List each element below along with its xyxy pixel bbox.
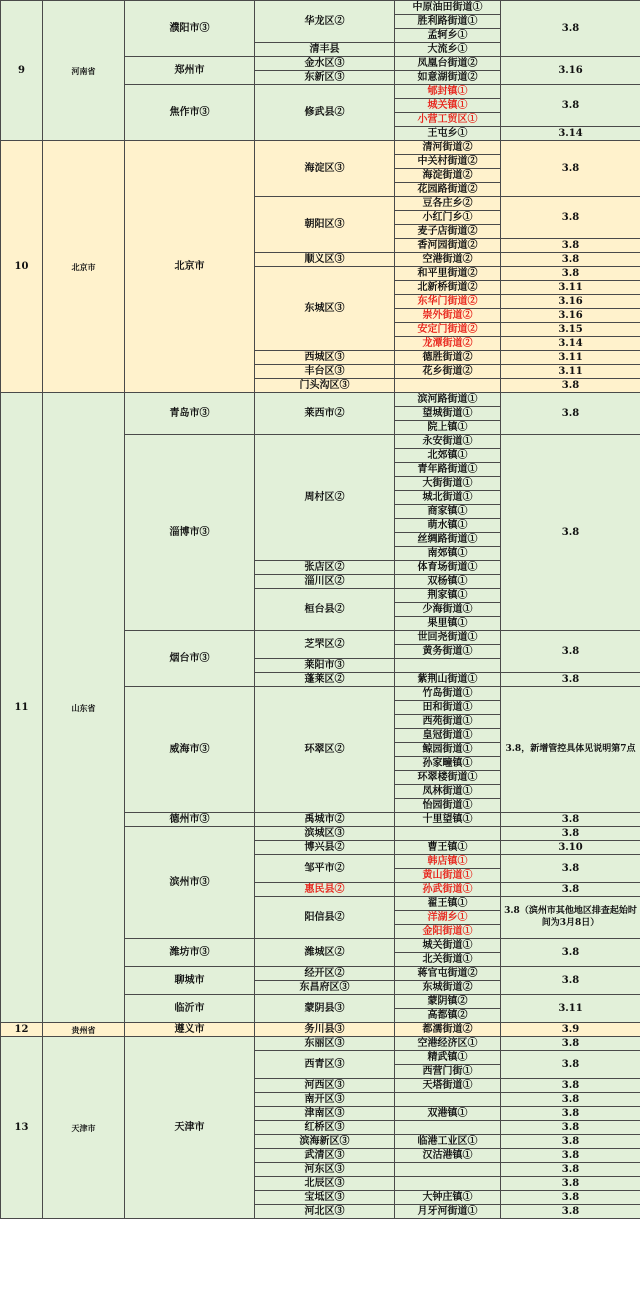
date-cell: 3.8 [501,1093,640,1107]
street-cell: 望城街道① [395,407,501,421]
street-cell: 韩店镇① [395,855,501,869]
date-cell: 3.16 [501,309,640,323]
date-cell: 3.8 [501,883,640,897]
date-cell: 3.8 [501,1107,640,1121]
street-cell: 大钟庄镇① [395,1191,501,1205]
street-cell: 城关街道① [395,939,501,953]
street-cell: 少海街道① [395,603,501,617]
street-cell: 北关街道① [395,953,501,967]
district-cell: 淄川区② [255,575,395,589]
street-cell: 丝绸路街道① [395,533,501,547]
street-cell: 十里望镇① [395,813,501,827]
province-name: 河南省 [43,1,125,141]
street-cell: 金阳街道① [395,925,501,939]
street-cell: 北新桥街道② [395,281,501,295]
date-cell: 3.11 [501,351,640,365]
street-cell: 德胜街道② [395,351,501,365]
date-cell: 3.8 [501,1037,640,1051]
district-cell: 门头沟区③ [255,379,395,393]
district-cell: 惠民县② [255,883,395,897]
province-name: 北京市 [43,141,125,393]
date-cell: 3.8 [501,1135,640,1149]
city-cell: 潍坊市③ [125,939,255,967]
district-cell: 莱阳市③ [255,659,395,673]
date-cell: 3.14 [501,127,640,141]
district-cell: 华龙区② [255,1,395,43]
street-cell: 体育场街道① [395,561,501,575]
district-cell: 张店区② [255,561,395,575]
street-cell: 郇封镇① [395,85,501,99]
date-cell: 3.8 [501,379,640,393]
street-cell: 果里镇① [395,617,501,631]
date-cell: 3.8 [501,1149,640,1163]
city-cell: 天津市 [125,1037,255,1219]
district-cell: 潍城区② [255,939,395,967]
street-cell: 田和街道① [395,701,501,715]
district-cell: 滨海新区③ [255,1135,395,1149]
street-cell: 世回尧街道① [395,631,501,645]
date-cell: 3.8 [501,855,640,883]
street-cell: 中原油田街道① [395,1,501,15]
district-cell: 津南区③ [255,1107,395,1121]
street-cell: 胜利路街道① [395,15,501,29]
date-cell: 3.11 [501,995,640,1023]
district-cell: 海淀区③ [255,141,395,197]
province-index: 10 [1,141,43,393]
district-cell: 蒙阴县③ [255,995,395,1023]
street-cell: 临港工业区① [395,1135,501,1149]
province-name: 贵州省 [43,1023,125,1037]
date-cell: 3.8 [501,939,640,967]
street-cell: 安定门街道② [395,323,501,337]
street-cell [395,659,501,673]
street-cell: 曹王镇① [395,841,501,855]
district-cell: 修武县② [255,85,395,141]
district-cell: 周村区② [255,435,395,561]
province-index: 12 [1,1023,43,1037]
street-cell: 南郊镇① [395,547,501,561]
date-cell: 3.8 [501,197,640,239]
province-index: 13 [1,1037,43,1219]
street-cell: 中关村街道② [395,155,501,169]
city-cell: 德州市③ [125,813,255,827]
street-cell: 城关镇① [395,99,501,113]
street-cell: 黄山街道① [395,869,501,883]
street-cell: 海淀街道② [395,169,501,183]
street-cell: 洋湖乡① [395,911,501,925]
district-cell: 莱西市② [255,393,395,435]
district-cell: 南开区③ [255,1093,395,1107]
date-cell: 3.11 [501,365,640,379]
date-cell: 3.8 [501,1205,640,1219]
date-cell: 3.8 [501,1079,640,1093]
street-cell: 孙武街道① [395,883,501,897]
date-cell: 3.16 [501,295,640,309]
street-cell: 如意湖街道② [395,71,501,85]
street-cell: 高都镇② [395,1009,501,1023]
city-cell: 威海市③ [125,687,255,813]
district-cell: 东丽区③ [255,1037,395,1051]
date-cell: 3.8 [501,827,640,841]
street-cell: 清河街道② [395,141,501,155]
street-cell: 和平里街道② [395,267,501,281]
district-cell: 东新区③ [255,71,395,85]
street-cell: 东华门街道② [395,295,501,309]
district-cell: 河西区③ [255,1079,395,1093]
date-cell: 3.14 [501,337,640,351]
street-cell: 黄务街道① [395,645,501,659]
street-cell [395,1093,501,1107]
date-cell: 3.16 [501,57,640,85]
date-cell: 3.8 [501,673,640,687]
district-cell: 朝阳区③ [255,197,395,253]
date-note-cell: 3.8（滨州市其他地区排查起始时间为3月8日） [501,897,640,939]
city-cell: 烟台市③ [125,631,255,687]
district-cell: 西城区③ [255,351,395,365]
district-cell: 经开区② [255,967,395,981]
district-cell: 东城区③ [255,267,395,351]
street-cell: 双杨镇① [395,575,501,589]
street-cell: 崇外街道② [395,309,501,323]
street-cell: 大街街道① [395,477,501,491]
street-cell: 月牙河街道① [395,1205,501,1219]
street-cell: 孟轲乡① [395,29,501,43]
street-cell: 精武镇① [395,1051,501,1065]
district-cell: 东昌府区③ [255,981,395,995]
street-cell: 龙潭街道② [395,337,501,351]
street-cell: 荆家镇① [395,589,501,603]
street-cell: 都濡街道② [395,1023,501,1037]
city-cell: 滨州市③ [125,827,255,939]
street-cell: 香河园街道② [395,239,501,253]
date-cell: 3.8 [501,631,640,673]
street-cell [395,1177,501,1191]
province-name: 天津市 [43,1037,125,1219]
date-cell: 3.11 [501,281,640,295]
street-cell: 北郊镇① [395,449,501,463]
street-cell: 皇冠街道① [395,729,501,743]
date-cell: 3.9 [501,1023,640,1037]
date-cell: 3.8 [501,239,640,253]
city-cell: 淄博市③ [125,435,255,631]
street-cell [395,1121,501,1135]
date-cell: 3.8 [501,1163,640,1177]
street-cell: 萌水镇① [395,519,501,533]
province-index: 9 [1,1,43,141]
date-cell: 3.8 [501,253,640,267]
street-cell: 双港镇① [395,1107,501,1121]
district-cell: 博兴县② [255,841,395,855]
district-cell: 蓬莱区② [255,673,395,687]
date-cell: 3.8 [501,1191,640,1205]
street-cell: 紫荆山街道① [395,673,501,687]
street-cell: 花园路街道② [395,183,501,197]
date-cell: 3.8 [501,267,640,281]
date-cell: 3.8 [501,1177,640,1191]
street-cell: 天塔街道① [395,1079,501,1093]
street-cell: 麦子店街道② [395,225,501,239]
district-cell: 金水区③ [255,57,395,71]
street-cell: 翟王镇① [395,897,501,911]
street-cell: 鲸园街道① [395,743,501,757]
city-cell: 郑州市 [125,57,255,85]
street-cell: 大流乡① [395,43,501,57]
district-cell: 顺义区③ [255,253,395,267]
district-cell: 丰台区③ [255,365,395,379]
district-cell: 红桥区③ [255,1121,395,1135]
district-cell: 邹平市② [255,855,395,883]
district-cell: 河东区③ [255,1163,395,1177]
date-cell: 3.8 [501,393,640,435]
street-cell: 院上镇① [395,421,501,435]
street-cell [395,827,501,841]
date-cell: 3.8 [501,813,640,827]
street-cell: 城北街道① [395,491,501,505]
date-cell: 3.8 [501,1051,640,1079]
city-cell: 遵义市 [125,1023,255,1037]
street-cell: 小营工贸区① [395,113,501,127]
district-cell: 禹城市② [255,813,395,827]
street-cell: 汉沽港镇① [395,1149,501,1163]
street-cell: 空港街道② [395,253,501,267]
street-cell: 豆各庄乡② [395,197,501,211]
date-cell: 3.8 [501,1121,640,1135]
district-cell: 北辰区③ [255,1177,395,1191]
street-cell [395,1163,501,1177]
city-cell: 焦作市③ [125,85,255,141]
district-cell: 宝坻区③ [255,1191,395,1205]
street-cell: 花乡街道② [395,365,501,379]
city-cell: 聊城市 [125,967,255,995]
district-cell: 桓台县② [255,589,395,631]
street-cell: 蒋官屯街道② [395,967,501,981]
street-cell: 怡园街道① [395,799,501,813]
district-cell: 河北区③ [255,1205,395,1219]
date-note-cell: 3.8，新增管控具体见说明第7点 [501,687,640,813]
district-cell: 清丰县 [255,43,395,57]
date-cell: 3.8 [501,967,640,995]
date-cell: 3.8 [501,435,640,631]
street-cell: 西营门街① [395,1065,501,1079]
province-index: 11 [1,393,43,1023]
date-cell: 3.15 [501,323,640,337]
city-cell: 临沂市 [125,995,255,1023]
district-cell: 武清区③ [255,1149,395,1163]
street-cell: 竹岛街道① [395,687,501,701]
street-cell: 永安街道① [395,435,501,449]
street-cell: 小红门乡① [395,211,501,225]
district-cell: 阳信县② [255,897,395,939]
city-cell: 青岛市③ [125,393,255,435]
street-cell: 青年路街道① [395,463,501,477]
street-cell: 凤凰台街道② [395,57,501,71]
street-cell: 孙家疃镇① [395,757,501,771]
district-cell: 滨城区③ [255,827,395,841]
street-cell: 滨河路街道① [395,393,501,407]
street-cell: 环翠楼街道① [395,771,501,785]
street-cell: 商家镇① [395,505,501,519]
district-cell: 务川县③ [255,1023,395,1037]
street-cell: 蒙阴镇② [395,995,501,1009]
date-cell: 3.10 [501,841,640,855]
province-name: 山东省 [43,393,125,1023]
district-cell: 芝罘区② [255,631,395,659]
street-cell: 凤林街道① [395,785,501,799]
street-cell [395,379,501,393]
district-cell: 环翠区② [255,687,395,813]
city-cell: 濮阳市③ [125,1,255,57]
date-cell: 3.8 [501,141,640,197]
street-cell: 西苑街道① [395,715,501,729]
city-cell: 北京市 [125,141,255,393]
district-cell: 西青区③ [255,1051,395,1079]
street-cell: 王屯乡① [395,127,501,141]
date-cell: 3.8 [501,1,640,57]
street-cell: 东城街道② [395,981,501,995]
street-cell: 空港经济区① [395,1037,501,1051]
date-cell: 3.8 [501,85,640,127]
